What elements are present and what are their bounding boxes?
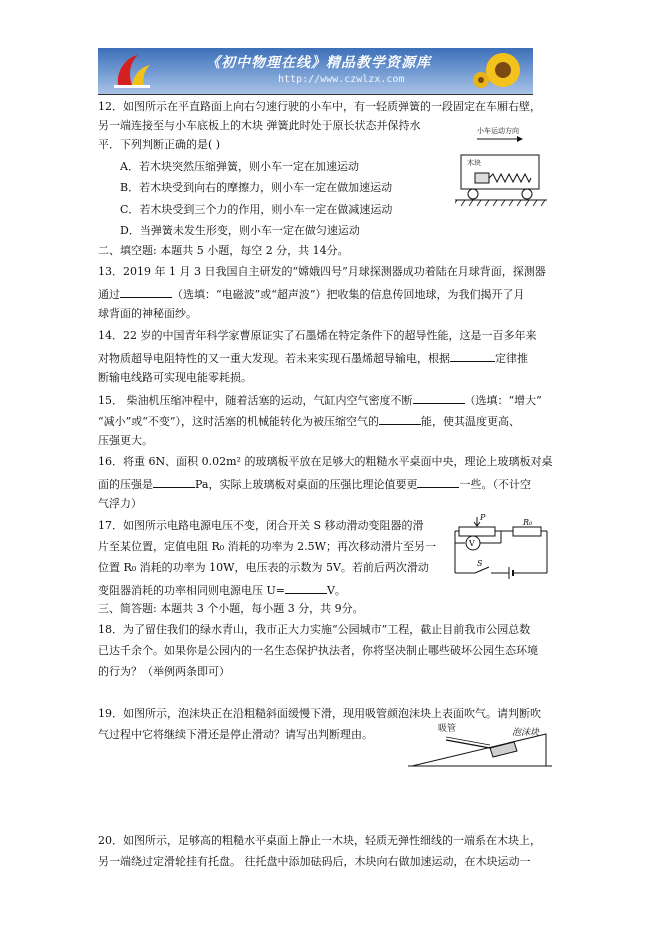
q17-fig-r0-label: R₀	[523, 518, 533, 527]
q12-option-a: A．若木块突然压缩弹簧，则小车一定在加速运动	[120, 160, 359, 173]
q13-line-2	[98, 286, 525, 302]
q17-text-a: 变阻器消耗的功率相同则电源电压 U=	[98, 584, 285, 597]
q18-line-2: 已达千余个。如果你是公园内的一名生态保护执法者，你将坚决制止哪些破坏公园生态环境	[98, 644, 538, 657]
q17-fig-p-label: P	[480, 513, 486, 522]
q12-line-2: 另一端连接至与小车底板上的木块 弹簧此时处于原长状态并保持水	[98, 119, 421, 132]
header-banner	[98, 48, 533, 94]
q20-line-1: 20．如图所示，足够高的粗糙水平桌面上静止一木块，轻质无弹性细线的一端系在木块上，	[98, 834, 541, 847]
q16-line-3: 气浮力）	[98, 497, 142, 510]
q12-cart-figure	[455, 127, 550, 212]
q13-line-3: 球背面的神秘面纱。	[98, 307, 197, 320]
q15-answer-blank-2[interactable]	[379, 413, 421, 425]
sunflower-icon	[473, 50, 525, 92]
q17-line-2: 片至某位置，定值电阻 R₀ 消耗的功率为 2.5W；再次移动滑片至另一	[98, 540, 436, 553]
q19-fig-straw-label: 吸管	[438, 724, 457, 734]
q15-text-c: “减小”或“不变”），这时活塞的机械能转化为被压缩空气的	[98, 415, 379, 428]
q15-line-1	[98, 392, 542, 408]
q16-answer-blank-2[interactable]	[417, 476, 459, 488]
q15-line-3: 压强更大。	[98, 434, 153, 447]
q14-line-2	[98, 350, 528, 366]
q17-text-b: V。	[326, 584, 346, 597]
q17-line-4	[98, 582, 346, 598]
logo-icon	[108, 51, 156, 91]
q12-option-d: D．当弹簧未发生形变，则小车一定在做匀速运动	[120, 224, 360, 237]
q19-incline-figure	[406, 722, 556, 770]
q16-line-2	[98, 476, 531, 492]
q16-text-a: 面的压强是	[98, 478, 153, 491]
q17-answer-blank[interactable]	[285, 582, 327, 594]
header-rule	[98, 94, 533, 95]
q16-text-b: Pa，实际上玻璃板对桌面的压强比理论值要更	[195, 478, 418, 491]
q18-line-3: 的行为？（举例两条即可）	[98, 665, 230, 678]
q17-line-1: 17．如图所示电路电源电压不变，闭合开关 S 移动滑动变阻器的滑	[98, 519, 424, 532]
q16-answer-blank-1[interactable]	[153, 476, 195, 488]
q16-line-1: 16．将重 6N、面积 0.02m² 的玻璃板平放在足够大的粗糙水平桌面中央，理论上玻璃板对桌	[98, 455, 553, 468]
q17-line-3: 位置 R₀ 消耗的功率为 10W，电压表的示数为 5V。若前后两次滑动	[98, 561, 429, 574]
q15-text-a: 15． 柴油机压缩冲程中，随着活塞的运动，气缸内空气密度不断	[98, 394, 413, 407]
q15-text-d: 能，使其温度更高、	[421, 415, 520, 428]
q15-line-2	[98, 413, 520, 429]
q14-line-3: 断输电线路可实现电能零耗损。	[98, 371, 252, 384]
q17-fig-s-label: S	[477, 559, 483, 568]
q18-line-1: 18．为了留住我们的绿水青山，我市正大力实施“公园城市”工程，截止目前我市公园总数	[98, 623, 531, 636]
q17-circuit-figure	[451, 513, 551, 583]
q14-text-b: 定律推	[495, 352, 528, 365]
q12-fig-block-label: 木块	[467, 159, 481, 167]
q19-line-2: 气过程中它将继续下滑还是停止滑动？请写出判断理由。	[98, 728, 373, 741]
q13-text-b: （选填：“电磁波”或“超声波”）把收集的信息传回地球，为我们揭开了月	[172, 288, 525, 301]
q15-answer-blank-1[interactable]	[413, 392, 465, 404]
q17-fig-v-label: V	[469, 539, 475, 548]
q12-line-1: 12．如图所示在平直路面上向右匀速行驶的小车中，有一轻质弹簧的一段固定在车厢右壁，	[98, 100, 541, 113]
q12-line-3: 平．下列判断正确的是( )	[98, 138, 221, 151]
q12-fig-direction-label: 小车运动方向	[477, 127, 519, 135]
q20-line-2: 另一端绕过定滑轮挂有托盘。 往托盘中添加砝码后，木块向右做加速运动，在木块运动一	[98, 855, 531, 868]
banner-title: 《初中物理在线》精品教学资源库	[206, 55, 431, 71]
banner-url[interactable]: http://www.czwlzx.com	[278, 74, 405, 85]
q19-line-1: 19．如图所示，泡沫块正在沿粗糙斜面缓慢下滑，现用吸管颜泡沫块上表面吹气。请判断吹	[98, 707, 541, 720]
q14-line-1: 14．22 岁的中国青年科学家曹原证实了石墨烯在特定条件下的超导性能，这是一百多年来	[98, 329, 537, 342]
q13-answer-blank[interactable]	[120, 286, 172, 298]
q15-text-b: （选填：“增大”	[464, 394, 542, 407]
q13-text-a: 通过	[98, 288, 120, 301]
q16-text-c: 一些。（不计空	[459, 478, 531, 491]
q12-option-c: C．若木块受到三个力的作用，则小车一定在做减速运动	[120, 203, 393, 216]
section-2-heading: 二、填空题: 本题共 5 小题，每空 2 分，共 14分。	[98, 244, 349, 257]
section-3-heading: 三、简答题: 本题共 3 个小题，每小题 3 分，共 9分。	[98, 602, 364, 615]
q19-fig-foam-label: 泡沫块	[512, 728, 540, 738]
q14-answer-blank[interactable]	[450, 350, 495, 362]
q14-text-a: 对物质超导电阻特性的又一重大发现。若未来实现石墨烯超导输电，根据	[98, 352, 450, 365]
q12-option-b: B．若木块受到向右的摩擦力，则小车一定在做加速运动	[120, 181, 393, 194]
q13-line-1: 13．2019 年 1 月 3 日我国自主研发的“嫦娥四号”月球探测器成功着陆在月球背面，探测器	[98, 265, 546, 278]
